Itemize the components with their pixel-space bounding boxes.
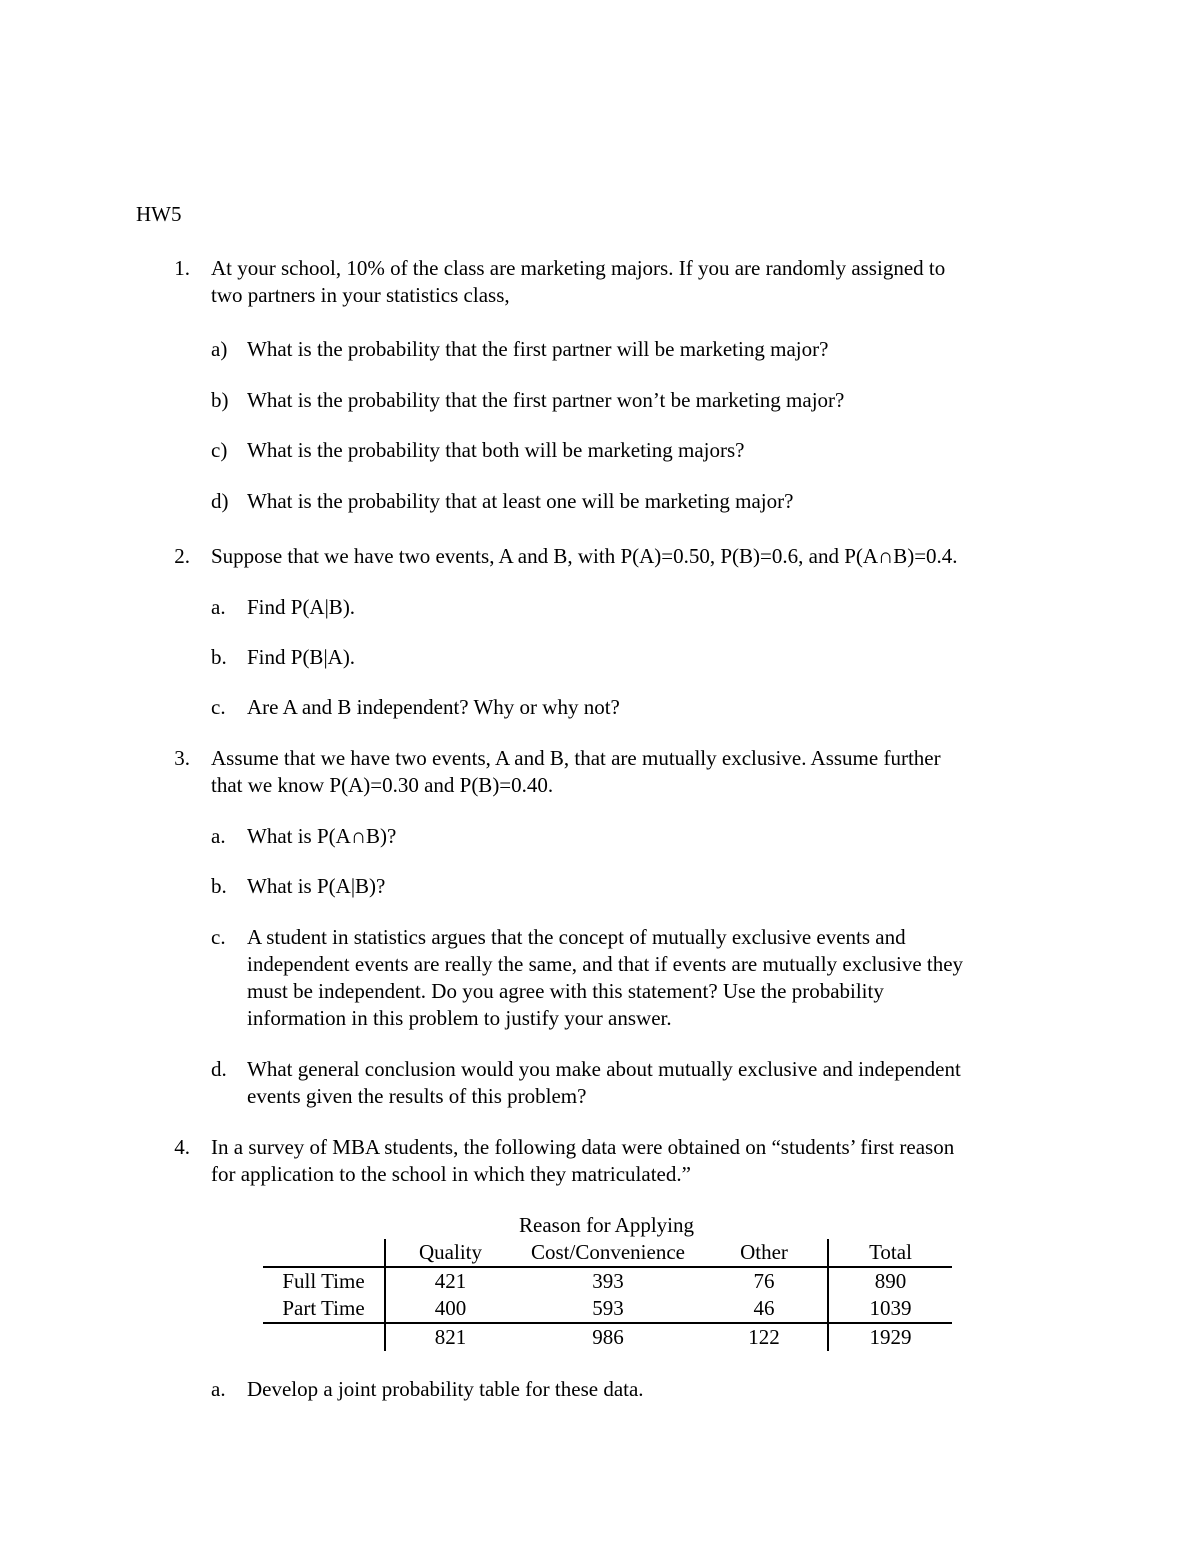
part-label: d) (211, 489, 229, 513)
table-cell: 46 (701, 1295, 828, 1323)
table-cell: 821 (385, 1323, 515, 1351)
part-text-line: What general conclusion would you make about mutually exclusive and independent (247, 1057, 961, 1081)
column-header: Quality (385, 1239, 515, 1267)
column-header: Total (828, 1239, 952, 1267)
question-text-line: Suppose that we have two events, A and B, with P(A)=0.50, P(B)=0.6, and P(A∩B)=0.4. (211, 544, 958, 568)
part-text: What is P(A|B)? (247, 874, 386, 898)
row-label: Full Time (282, 1269, 365, 1293)
part-label: b. (211, 645, 227, 669)
question-text-line: for application to the school in which they matriculated.” (211, 1162, 691, 1186)
part-label: b. (211, 874, 227, 898)
row-label: Part Time (263, 1295, 385, 1323)
table-cell: 76 (753, 1269, 775, 1293)
part-label: a. (211, 595, 226, 619)
table-cell: 400 (385, 1295, 515, 1323)
question-text-line: In a survey of MBA students, the following data were obtained on “students’ first reason (211, 1135, 955, 1159)
question-text-line: that we know P(A)=0.30 and P(B)=0.40. (211, 773, 554, 797)
part-text-line: independent events are really the same, and that if events are mutually exclusive they (247, 952, 964, 976)
part-label: c. (211, 695, 226, 719)
table-cell: 421 (385, 1267, 515, 1295)
table-caption: Reason for Applying (519, 1213, 694, 1237)
part-text-line: must be independent. Do you agree with this statement? Use the probability (247, 979, 884, 1003)
table-cell: 393 (592, 1269, 624, 1293)
question-number: 1. (174, 256, 190, 280)
part-text: What is the probability that the first partner won’t be marketing major? (247, 388, 845, 412)
question-text-line: Assume that we have two events, A and B, that are mutually exclusive. Assume further (211, 746, 941, 770)
part-text: Are A and B independent? Why or why not? (247, 695, 620, 719)
part-text: Find P(A|B). (247, 595, 356, 619)
table-cell: 1039 (828, 1295, 952, 1323)
question-number: 4. (174, 1135, 190, 1159)
part-text: Develop a joint probability table for these data. (247, 1377, 644, 1401)
part-label: a. (211, 824, 226, 848)
part-text: Find P(B|A). (247, 645, 356, 669)
part-text: What is the probability that the first partner will be marketing major? (247, 337, 829, 361)
part-text: What is P(A∩B)? (247, 824, 397, 848)
part-label: a) (211, 337, 228, 361)
table-cell: 890 (828, 1267, 952, 1295)
question-number: 2. (174, 544, 190, 568)
part-text: What is the probability that both will be marketing majors? (247, 438, 745, 462)
part-text-line: events given the results of this problem? (247, 1084, 587, 1108)
table-row (263, 1323, 952, 1351)
table-cell: 593 (515, 1295, 701, 1323)
table-row (263, 1295, 952, 1323)
column-header: Other (701, 1239, 828, 1267)
question-text-line: two partners in your statistics class, (211, 283, 510, 307)
part-label: c. (211, 925, 226, 949)
part-label: c) (211, 438, 228, 462)
table-row (263, 1267, 952, 1295)
page-title: HW5 (136, 202, 182, 226)
part-label: a. (211, 1377, 226, 1401)
survey-table (263, 1212, 952, 1351)
question-text-line: At your school, 10% of the class are marketing majors. If you are randomly assigned to (211, 256, 946, 280)
table-cell: 986 (592, 1325, 624, 1349)
part-text-line: information in this problem to justify your answer. (247, 1006, 672, 1030)
part-label: d. (211, 1057, 227, 1081)
table-cell: 1929 (828, 1323, 952, 1351)
question-number: 3. (174, 746, 190, 770)
part-text: What is the probability that at least one will be marketing major? (247, 489, 794, 513)
table-cell: 122 (748, 1325, 780, 1349)
part-label: b) (211, 388, 229, 412)
column-header: Cost/Convenience (515, 1239, 701, 1267)
part-text-line: A student in statistics argues that the concept of mutually exclusive events and (247, 925, 906, 949)
